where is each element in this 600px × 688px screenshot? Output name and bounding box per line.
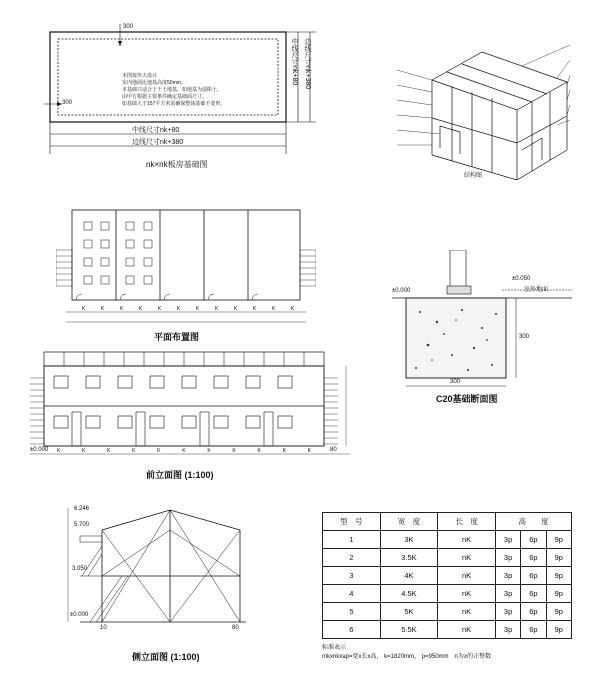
elev-floor2: 3.050 <box>72 566 88 572</box>
side-dim-left: 10 <box>100 625 107 631</box>
note-line: 如基础大于157平方米需确保整体基础不变形。 <box>122 101 226 107</box>
foundation-plan <box>40 18 330 178</box>
side-elevation-drawing <box>60 500 250 640</box>
notes-formula: mkxnkxap=宽x长x高， k=1820mm， p=950mm n为≥的正整数 <box>322 654 492 660</box>
cell: 9p <box>546 531 571 549</box>
elev-right: ±0.050 <box>512 276 531 282</box>
bay-label: K <box>257 448 261 454</box>
note-line: 室内地面比地基高度50mm。 <box>122 80 186 86</box>
foundation-notes <box>122 73 225 108</box>
bay-label: K <box>214 306 219 312</box>
bay-label: K <box>207 448 211 454</box>
front-dim-end: 80 <box>330 447 337 453</box>
side-dim-right: 80 <box>232 625 239 631</box>
table-row <box>323 549 572 567</box>
floor-plan <box>56 200 316 345</box>
cell: 3p <box>495 567 520 585</box>
bay-label: K <box>252 306 257 312</box>
note-line: 本图按块大设计 <box>122 73 158 79</box>
bay-label: K <box>233 306 238 312</box>
cell: nK <box>438 585 496 603</box>
cell: 3p <box>495 585 520 603</box>
dim-left: 300 <box>62 100 73 106</box>
front-caption: 前立面图 (1:100) <box>146 470 214 480</box>
floor-plan-drawing <box>56 200 316 345</box>
cell: 3 <box>323 567 381 585</box>
plan-dim-row <box>74 306 302 312</box>
section-caption: C20基础断面图 <box>436 394 498 404</box>
cell: 6p <box>521 603 546 621</box>
bay-label: K <box>100 306 105 312</box>
cell: 3.5K <box>380 549 438 567</box>
header-width: 宽 度 <box>380 513 438 531</box>
cell: 9p <box>546 585 571 603</box>
cell: 5 <box>323 603 381 621</box>
bay-label: K <box>107 448 111 454</box>
axon-drawing <box>392 30 592 180</box>
dim-inner-v: 中线尺寸nk+80 <box>291 38 298 86</box>
elev-ridge: 6.246 <box>74 506 90 512</box>
front-elevation-drawing <box>30 348 352 458</box>
header-model: 型 号 <box>323 513 381 531</box>
cell: nK <box>438 567 496 585</box>
front-elev-left: ±0.000 <box>30 447 49 453</box>
cell: 4K <box>380 567 438 585</box>
section-drawing <box>392 250 572 395</box>
dim-inner-h: 中线尺寸nk+80 <box>132 127 180 134</box>
note-line: 由甲方根据主要条件确定基础面尺寸。 <box>122 94 208 100</box>
cell: nK <box>438 621 496 639</box>
cell: 5K <box>380 603 438 621</box>
section-width: 300 <box>450 379 461 385</box>
cell: 3K <box>380 531 438 549</box>
bay-label: K <box>307 448 311 454</box>
foundation-section <box>392 250 572 410</box>
bay-label: K <box>119 306 124 312</box>
table-row <box>323 531 572 549</box>
cell: 6 <box>323 621 381 639</box>
dim-outer-h: 边线尺寸nk+380 <box>132 139 184 146</box>
dim-outer-v: 边线尺寸nk+380 <box>304 38 311 90</box>
header-length: 长 度 <box>438 513 496 531</box>
cell: 3p <box>495 603 520 621</box>
elev-top: ±0.000 <box>392 288 411 294</box>
cell: 6p <box>521 567 546 585</box>
cell: nK <box>438 531 496 549</box>
cell: 9p <box>546 621 571 639</box>
table-header-row <box>323 513 572 531</box>
cell: 3p <box>495 621 520 639</box>
note-line: 本基础只适合于干土地基，如地基为湿陷土， <box>122 87 223 93</box>
bay-label: K <box>157 448 161 454</box>
label-outdoor: 室外地面 <box>524 287 549 293</box>
bay-label: K <box>81 448 86 454</box>
bay-label: K <box>182 448 186 454</box>
bay-label: K <box>232 448 236 454</box>
header-height: 高 度 <box>495 513 571 531</box>
table-row <box>323 603 572 621</box>
bay-label: K <box>176 306 181 312</box>
section-depth: 300 <box>519 334 530 340</box>
bay-label: K <box>138 306 143 312</box>
cell: 6p <box>521 621 546 639</box>
cell: 3p <box>495 531 520 549</box>
side-caption: 侧立面图 (1:100) <box>132 652 200 662</box>
front-elevation <box>30 348 352 483</box>
front-dim-row <box>46 448 322 454</box>
foundation-title: nk×nk板房基础图 <box>146 160 208 169</box>
bay-label: K <box>56 448 61 454</box>
cell: 9p <box>546 549 571 567</box>
bay-label: K <box>157 306 162 312</box>
cell: 4.5K <box>380 585 438 603</box>
table-row <box>323 621 572 639</box>
structure-3d <box>392 30 592 180</box>
cell: nK <box>438 603 496 621</box>
dim-top: 300 <box>123 24 134 30</box>
table-row <box>323 585 572 603</box>
table-row <box>323 567 572 585</box>
bay-label: K <box>271 306 276 312</box>
cell: 9p <box>546 603 571 621</box>
bay-label: K <box>81 306 86 312</box>
side-elevation <box>60 500 250 670</box>
cell: 1 <box>323 531 381 549</box>
bay-label: K <box>132 448 136 454</box>
bay-label: K <box>290 306 295 312</box>
cell: 6p <box>521 585 546 603</box>
notes-title: 标准表示 <box>322 645 347 651</box>
cell: 2 <box>323 549 381 567</box>
cell: 9p <box>546 567 571 585</box>
elev-ground: ±0.000 <box>70 612 89 618</box>
bay-label: K <box>282 448 286 454</box>
elev-eave: 5.700 <box>74 522 90 528</box>
cell: 3p <box>495 549 520 567</box>
cell: 4 <box>323 585 381 603</box>
spec-table <box>322 512 572 639</box>
standard-notes <box>322 644 491 662</box>
plan-caption: 平面布置图 <box>154 332 200 342</box>
bay-label: K <box>195 306 200 312</box>
cell: 6p <box>521 531 546 549</box>
cell: 6p <box>521 549 546 567</box>
cell: nK <box>438 549 496 567</box>
cell: 5.5K <box>380 621 438 639</box>
axon-caption: 结构图 <box>464 173 483 179</box>
